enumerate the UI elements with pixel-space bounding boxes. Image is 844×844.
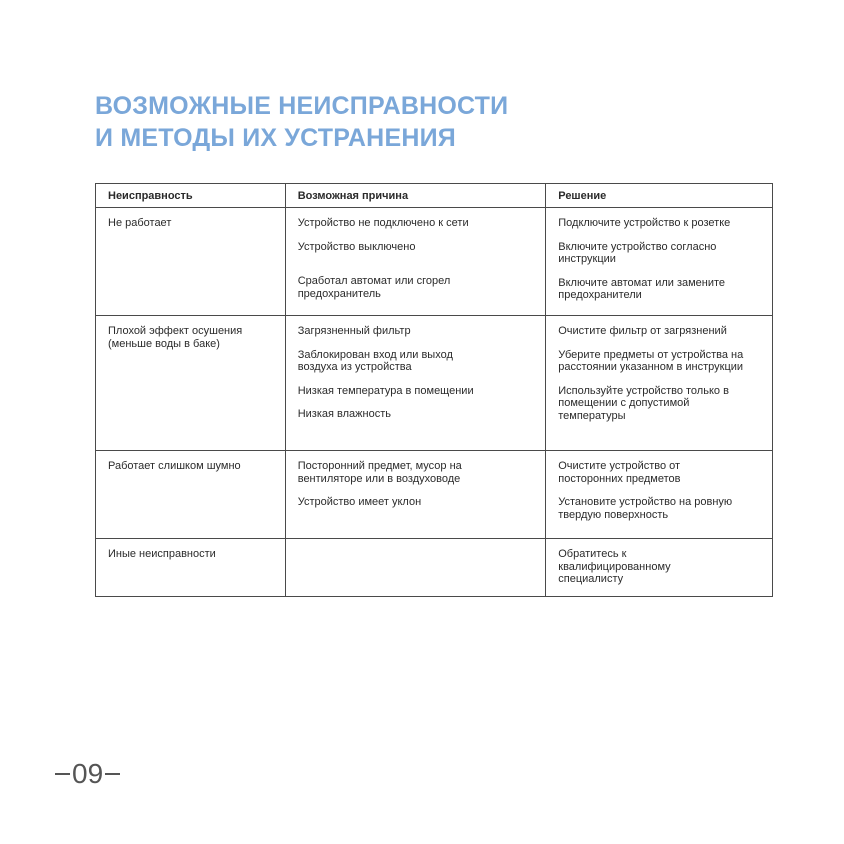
- fault-cell: [96, 451, 286, 539]
- cause-cell: [285, 208, 546, 316]
- page-number-dash-right: [105, 773, 120, 775]
- cause-text: Устройство выключено: [297, 240, 416, 253]
- cause-cell: [285, 316, 546, 451]
- table-row: [96, 539, 773, 597]
- table-header-row: [96, 184, 773, 208]
- cause-text: Заблокирован вход или выход воздуха из устройства: [297, 348, 453, 373]
- troubleshooting-table: [95, 183, 773, 597]
- cause-text: Устройство имеет уклон: [297, 496, 422, 508]
- solution-cell: [546, 316, 773, 451]
- page-title: [95, 90, 508, 154]
- solution-cell: [546, 208, 773, 316]
- cause-text: Низкая температура в помещении: [297, 384, 474, 397]
- title-line-1: ВОЗМОЖНЫЕ НЕИСПРАВНОСТИ: [95, 92, 509, 120]
- solution-text: Установите устройство на ровную твердую поверхность: [558, 496, 733, 521]
- cause-text: Сработал автомат или сгорел предохранитель: [297, 275, 451, 300]
- title-line-2: И МЕТОДЫ ИХ УСТРАНЕНИЯ: [95, 124, 456, 152]
- cause-text: Загрязненный фильтр: [297, 325, 411, 337]
- fault-cell: [96, 539, 286, 597]
- solution-text: Уберите предметы от устройства на расстоянии указанном в инструкции: [558, 348, 744, 373]
- solution-cell: [546, 451, 773, 539]
- solution-text: Включите устройство согласно инструкции: [558, 240, 717, 265]
- cause-cell: [285, 451, 546, 539]
- fault-text: Плохой эффект осушения (меньше воды в баке): [108, 325, 243, 350]
- page-number: [55, 757, 120, 791]
- cause-text: Низкая влажность: [297, 408, 391, 420]
- fault-text: Не работает: [108, 217, 172, 229]
- table-row: [96, 316, 773, 451]
- header-fault: Неисправность: [96, 184, 286, 208]
- fault-text: Работает слишком шумно: [108, 460, 241, 472]
- fault-text: Иные неисправности: [108, 548, 216, 560]
- solution-text: Подключите устройство к розетке: [558, 217, 731, 229]
- solution-cell: [546, 539, 773, 597]
- page-number-dash-left: [55, 773, 70, 775]
- cause-text: Посторонний предмет, мусор на вентиляторе или в воздуховоде: [297, 460, 462, 485]
- table-row: [96, 451, 773, 539]
- header-cause: Возможная причина: [285, 184, 546, 208]
- page-number-value: 09: [72, 758, 104, 789]
- solution-text: Обратитесь к квалифицированному специалисту: [558, 548, 671, 585]
- table-row: [96, 208, 773, 316]
- fault-cell: [96, 208, 286, 316]
- fault-cell: [96, 316, 286, 451]
- solution-text: Включите автомат или замените предохранители: [558, 276, 726, 301]
- solution-text: Очистите устройство от посторонних предметов: [558, 460, 681, 485]
- cause-cell: [285, 539, 546, 597]
- cause-text: Устройство не подключено к сети: [297, 217, 469, 229]
- header-solution: Решение: [546, 184, 773, 208]
- solution-text: Используйте устройство только в помещении с допустимой температуры: [558, 384, 729, 422]
- solution-text: Очистите фильтр от загрязнений: [558, 325, 727, 337]
